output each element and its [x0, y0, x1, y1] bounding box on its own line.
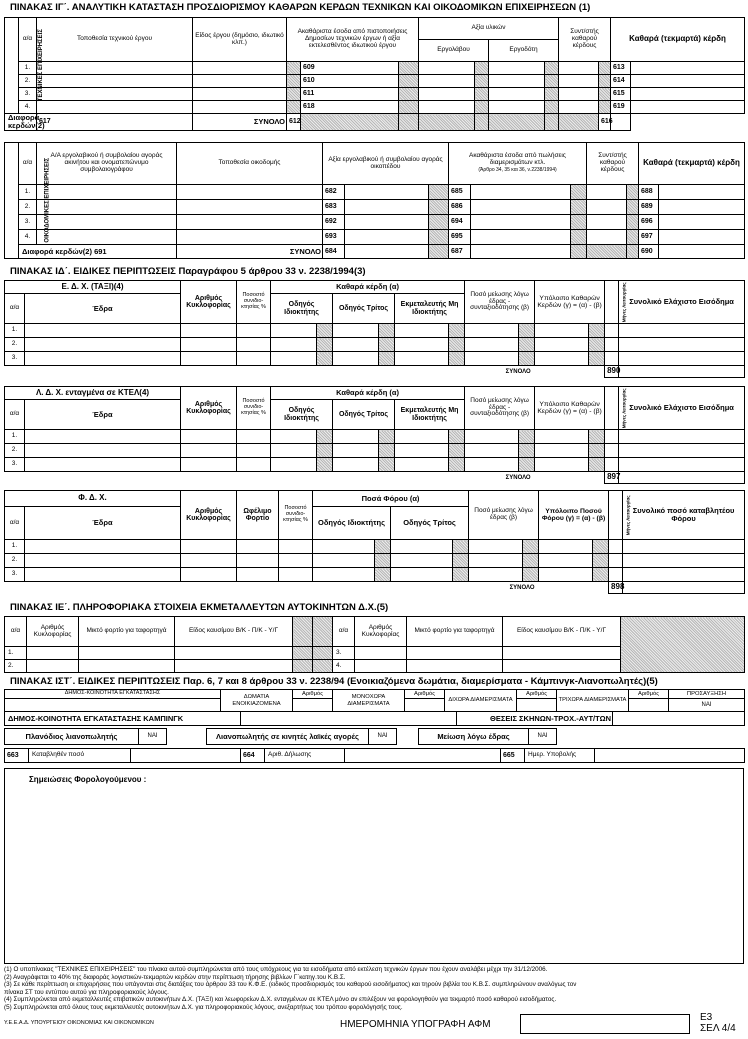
gross-field[interactable]: [471, 200, 571, 215]
triple-count-field[interactable]: [629, 699, 669, 712]
building-table: ΟΙΚΟΔΟΜΙΚΕΣ ΕΠΙΧΕΙΡΗΣΕΙΣ α/α Α/Α εργολαβικού ή συμβολαίου αγοράς ακινήτου και ονοματεπώνυμο συμβολαιογράφου Τοποθεσία οικοδομής Αξία εργολαβικού ή συμβολαίου αγοράς οικοπέδου Ακαθάριστα έσοδα από πωλήσεις διαμερισμάτων κτλ. (Άρθρο 34, 35 και 36, ν.2238/1994) Συντ/στής καθαρού κέρδους Καθαρά (τεκμαρτά) κέρδη 1. 682 685 688 2. 683 686 689 3. 692 694 696 4. 693 695 697 Διαφορά κερδών(2) 691 ΣΥΝΟΛΟ 684 687 690: [4, 142, 745, 259]
table-row: 1. 3.: [5, 647, 745, 660]
coef-field[interactable]: [587, 230, 627, 245]
location-field[interactable]: [37, 62, 193, 75]
gross-field[interactable]: [471, 215, 571, 230]
surcharge-yes-checkbox[interactable]: ΝΑΙ: [669, 699, 745, 712]
camping-municipality-field[interactable]: [241, 712, 457, 726]
col-location: Τοποθεσία τεχνικού έργου: [37, 18, 193, 62]
remarks-label: Σημειώσεις Φορολογούμενου :: [29, 775, 147, 784]
value-field[interactable]: [345, 200, 429, 215]
technical-total-label: ΣΥΝΟΛΟ: [193, 114, 287, 131]
owner-field[interactable]: [489, 101, 545, 114]
building-location-field[interactable]: [177, 185, 323, 200]
form-code: Ε3 ΣΕΛ 4/4: [700, 1012, 736, 1034]
value-field[interactable]: [345, 230, 429, 245]
col-kind: Είδος έργου (δημόσιο, ιδιωτικό κλπ.): [193, 18, 287, 62]
technical-side-label: ΤΕΧΝΙΚΕΣ ΕΠΙΧΕΙΡΗΣΕΙΣ: [5, 18, 19, 114]
kind-field[interactable]: [193, 88, 287, 101]
table-row: 1. 682 685 688: [5, 185, 745, 200]
col-building-location: Τοποθεσία οικοδομής: [177, 143, 323, 185]
markets-yes-checkbox[interactable]: ΝΑΙ: [369, 729, 397, 745]
net-field[interactable]: [631, 88, 745, 101]
value-field[interactable]: [345, 185, 429, 200]
contractor-field[interactable]: [419, 62, 475, 75]
fdx-title: Φ. Δ. Χ.: [5, 491, 181, 507]
col-building-gross: Ακαθάριστα έσοδα από πωλήσεις διαμερισμάτων κτλ. (Άρθρο 34, 35 και 36, ν.2238/1994): [449, 143, 587, 185]
payment-table: 663 Καταβληθέν ποσό 664 Αριθ. Δήλωσης 665 Ημερ. Υποβολής: [4, 748, 745, 763]
single-count-field[interactable]: [405, 699, 445, 712]
taxpayer-remarks-box[interactable]: [4, 768, 744, 964]
col-coef: Συντ/στής καθαρού κέρδους: [559, 18, 611, 62]
coef-field[interactable]: [587, 215, 627, 230]
rentals-table: ΔΗΜΟΣ-ΚΟΙΝΟΤΗΤΑ ΕΓΚΑΤΑΣΤΑΣΗΣ ΔΩΜΑΤΙΑ ΕΝΟΙΚΙΑΖΟΜΕΝΑ Αριθμός ΜΟΝΟΧΩΡΑ ΔΙΑΜΕΡΙΣΜΑΤΑ Αριθμός ΔΙΧΩΡΑ ΔΙΑΜΕΡΙΣΜΑΤΑ Αριθμός ΤΡΙΧΩΡΑ ΔΙΑΜΕΡΙΣΜΑΤΑ Αριθμός ΠΡΟΣΑΥΞΗΣΗ ΝΑΙ: [4, 689, 745, 712]
net-field[interactable]: [659, 185, 745, 200]
table-row: 2.: [5, 554, 745, 568]
footnote: (2) Αναγράφεται το 40% της διαφοράς λογιστικών-τεκμαρτών κερδών στην περίπτωση τήρησης βιβλίων Γ΄κατηγ.του Κ.Β.Σ.: [4, 973, 346, 981]
owner-field[interactable]: [489, 75, 545, 88]
col-gross: Ακαθάριστα έσοδα από πιστοποιήσεις Δημοσίων τεχνικών έργων ή αξία εκτελεσθέντος ιδιωτικού έργου: [287, 18, 419, 62]
col-contractor: Εργολάβου: [419, 40, 489, 62]
table-row: 3.: [5, 352, 745, 366]
reduction-yes-checkbox[interactable]: ΝΑΙ: [529, 729, 557, 745]
col-contract: Α/Α εργολαβικού ή συμβολαίου αγοράς ακινήτου και ονοματεπώνυμο συμβολαιογράφου: [37, 143, 177, 185]
net-field[interactable]: [631, 101, 745, 114]
gross-field[interactable]: [471, 185, 571, 200]
seat-field[interactable]: [25, 540, 181, 554]
table14-title: ΠΙΝΑΚΑΣ ΙΔ΄. ΕΙΔΙΚΕΣ ΠΕΡΙΠΤΩΣΕΙΣ Παραγράφου 5 άρθρου 33 ν. 2238/1994(3): [10, 266, 366, 277]
contract-field[interactable]: [37, 215, 177, 230]
owner-field[interactable]: [489, 88, 545, 101]
ktel-table: Λ. Δ. Χ. ενταγμένα σε ΚΤΕΛ(4) Αριθμός Κυκλοφορίας Ποσοστό συνιδιο-κτησίας % Καθαρά κέρδη (α) Ποσό μείωσης λόγω έδρας - συνταξιοδότησης (β) Υπόλοιπο Καθαρών Κερδών (γ) = (α) - (β) Μήνες Λειτουργίας Συνολικό Ελάχιστο Εισόδημα α/α Έδρα Οδηγός Ιδιοκτήτης Οδηγός Τρίτος Εκμεταλευτής Μη Ιδιοκτήτης 1. 2. 3. ΣΥΝΟΛΟ 897: [4, 386, 745, 484]
building-total-row: Διαφορά κερδών(2) 691 ΣΥΝΟΛΟ 684 687 690: [5, 245, 745, 259]
double-count-field[interactable]: [517, 699, 557, 712]
declaration-number-field[interactable]: [345, 749, 501, 763]
net-field[interactable]: [659, 215, 745, 230]
taxi-total-field[interactable]: [619, 366, 745, 378]
signature-box[interactable]: [520, 1014, 690, 1034]
contractor-field[interactable]: [419, 75, 475, 88]
footnote: (3) Σε κάθε περίπτωση οι επιχειρήσεις που υπάγονται στις διατάξεις του άρθρου 33 του Κ.Φ.Ε. (ειδικός προσδιορισμός του καθαρού εισοδήματος) και τηρούν βιβλία του Κ.Β.Σ. συμπληρώνουν αναλόγως τον: [4, 981, 577, 989]
taxi-title: Ε. Δ. Χ. (ΤΑΞΙ)(4): [5, 281, 181, 294]
footnote: (4) Συμπληρώνεται από εκμεταλλευτές επιβατικών αυτοκινήτων Δ.Χ. (ΤΑΞΙ) και λεωφορείων Δ.Χ. ενταγμένων σε ΚΤΕΛ μόνο αν επιλέξουν να φορολογηθούν για τεκμαρτό ποσό καθαρού εισοδήματος.: [4, 996, 557, 1004]
fdx-table: Φ. Δ. Χ. Αριθμός Κυκλοφορίας Ωφέλιμο Φορτίο Ποσοστό συνιδιο-κτησίας % Ποσά Φόρου (α) Ποσό μείωσης λόγω έδρας (β) Υπόλοιπο Ποσού Φόρου (γ) = (α) - (β) Μήνες Λειτουργίας Συνολικό ποσό καταβλητέου Φόρου α/α Έδρα Οδηγός Ιδιοκτήτης Οδηγός Τρίτος 1. 2. 3. ΣΥΝΟΛΟ 898: [4, 490, 745, 594]
location-field[interactable]: [37, 101, 193, 114]
table-row: 1.: [5, 324, 745, 338]
table-row: 4. 618 619: [5, 101, 745, 114]
building-location-field[interactable]: [177, 200, 323, 215]
col-owner: Εργοδότη: [489, 40, 559, 62]
table16-title: ΠΙΝΑΚΑΣ ΙΣΤ΄. ΕΙΔΙΚΕΣ ΠΕΡΙΠΤΩΣΕΙΣ Παρ. 6, 7 και 8 άρθρου 33 ν. 2238/94 (Ενοικιαζόμενα δωμάτια, διαμερίσματα - Κάμπινγκ-Λιανοπωλητές)(5): [10, 676, 658, 687]
form-page: [4, 2, 744, 1037]
signature-label: ΗΜΕΡΟΜΗΝΙΑ ΥΠΟΓΡΑΦΗ ΑΦΜ: [340, 1019, 491, 1030]
coef-field[interactable]: [559, 88, 599, 101]
table-row: 2. 4.: [5, 660, 745, 673]
location-field[interactable]: [37, 75, 193, 88]
table-row: 2.: [5, 338, 745, 352]
location-field[interactable]: [37, 88, 193, 101]
ministry-label: Υ.Ε.Ε.Α.Δ. ΥΠΟΥΡΓΕΙΟΥ ΟΙΚΟΝΟΜΙΑΣ ΚΑΙ ΟΙΚΟΝΟΜΙΚΩΝ: [4, 1020, 154, 1026]
table-row: 1.: [5, 430, 745, 444]
paid-amount-field[interactable]: [131, 749, 241, 763]
value-field[interactable]: [345, 215, 429, 230]
table-row: 3.: [5, 568, 745, 582]
kind-field[interactable]: [193, 62, 287, 75]
net-field[interactable]: [631, 75, 745, 88]
building-net-total-field[interactable]: [659, 245, 745, 259]
vehicles-table: α/α Αριθμός Κυκλοφορίας Μικτό φορτίο για ταφορτηγά Είδος καυσίμου Β/Κ - Π/Κ - Υ/Γ α/α Αριθμός Κυκλοφορίας Μικτό φορτίο για ταφορτηγά Είδος καυσίμου Β/Κ - Π/Κ - Υ/Γ 1. 3. 2. 4.: [4, 616, 745, 673]
gross-field[interactable]: [471, 230, 571, 245]
coef-field[interactable]: [587, 200, 627, 215]
table-row: 2. 683 686 689: [5, 200, 745, 215]
contract-field[interactable]: [37, 185, 177, 200]
gross-total-field[interactable]: [471, 245, 571, 259]
fdx-total-field[interactable]: [623, 582, 745, 594]
tent-places-field[interactable]: [613, 712, 745, 726]
building-location-field[interactable]: [177, 230, 323, 245]
footnote: (1) Ο υποπίνακας "ΤΕΧΝΙΚΕΣ ΕΠΙΧΕΙΡΗΣΕΙΣ" του πίνακα αυτού συμπληρώνεται από τους υπόχρεους για τα εισοδήματα από εκτέλεση τεχνικών έργων που έχουν αναλάβει μέχρι την 31/12/2006.: [4, 966, 548, 973]
table-row: 4. 693 695 697: [5, 230, 745, 245]
table-row: 3.: [5, 458, 745, 472]
seat-field[interactable]: [25, 338, 181, 352]
camping-table: ΔΗΜΟΣ-ΚΟΙΝΟΤΗΤΑ ΕΓΚΑΤΑΣΤΑΣΗΣ ΚΑΜΠΙΝΓΚ ΘΕΣΕΙΣ ΣΚΗΝΩΝ-ΤΡΟΧ.-ΑΥΤ/ΤΩΝ: [4, 711, 745, 726]
owner-field[interactable]: [489, 62, 545, 75]
technical-table: [4, 17, 745, 131]
contractor-field[interactable]: [419, 88, 475, 101]
seat-field[interactable]: [25, 554, 181, 568]
net-field[interactable]: [631, 62, 745, 75]
rooms-count-field[interactable]: [293, 699, 333, 712]
seat-field[interactable]: [25, 444, 181, 458]
kind-field[interactable]: [193, 101, 287, 114]
table-row: 1.: [5, 540, 745, 554]
col-materials: Αξία υλικών: [419, 18, 559, 40]
net-field[interactable]: [659, 200, 745, 215]
table-row: 2. 610 614: [5, 75, 745, 88]
kind-field[interactable]: [193, 75, 287, 88]
col-aa: α/α: [19, 18, 37, 62]
seat-field[interactable]: [25, 324, 181, 338]
profit-diff-label: Διαφορά κερδών(2): [5, 114, 37, 131]
table-row: 2.: [5, 444, 745, 458]
technical-total-row: Διαφορά κερδών(2) 617 ΣΥΝΟΛΟ 612 616: [5, 114, 745, 131]
building-side-label: ΟΙΚΟΔΟΜΙΚΕΣ ΕΠΙΧΕΙΡΗΣΕΙΣ: [5, 143, 19, 259]
building-location-field[interactable]: [177, 215, 323, 230]
ktel-total-field[interactable]: [619, 472, 745, 484]
municipality-field[interactable]: [5, 699, 221, 712]
contract-field[interactable]: [37, 200, 177, 215]
table-row: 1. 609 613: [5, 62, 745, 75]
coef-field[interactable]: [559, 75, 599, 88]
footnote: πίνακα ΣΤ του εντύπου αυτού για πληροφοριακούς λόγους.: [4, 988, 169, 996]
coef-field[interactable]: [559, 62, 599, 75]
table13-title: ΠΙΝΑΚΑΣ ΙΓ΄. ΑΝΑΛΥΤΙΚΗ ΚΑΤΑΣΤΑΣΗ ΠΡΟΣΔΙΟΡΙΣΜΟΥ ΚΑΘΑΡΩΝ ΚΕΡΔΩΝ ΤΕΧΝΙΚΩΝ ΚΑΙ ΟΙΚΟΔΟΜΙΚΩΝ ΕΠΙΧΕΙΡΗΣΕΩΝ (1): [10, 2, 591, 13]
footnote: (5) Συμπληρώνεται από όλους τους εκμεταλλευτές αυτοκινήτων Δ.Χ. για πληροφοριακούς λόγους, ανεξαρτήτως του τρόπου φορολόγησής τους.: [4, 1003, 403, 1011]
building-diff-cell: Διαφορά κερδών(2) 691: [19, 245, 177, 259]
fdx-total-row: ΣΥΝΟΛΟ 898: [5, 582, 745, 594]
coef-field[interactable]: [587, 185, 627, 200]
col-value: Αξία εργολαβικού ή συμβολαίου αγοράς οικοπέδου: [323, 143, 449, 185]
col-net: Καθαρά (τεκμαρτά) κέρδη: [611, 18, 745, 62]
contractor-field[interactable]: [419, 101, 475, 114]
table15-title: ΠΙΝΑΚΑΣ ΙΕ΄. ΠΛΗΡΟΦΟΡΙΑΚΑ ΣΤΟΙΧΕΙΑ ΕΚΜΕΤΑΛΛΕΥΤΩΝ ΑΥΤΟΚΙΝΗΤΩΝ Δ.Χ.(5): [10, 602, 389, 613]
seat-field[interactable]: [25, 568, 181, 582]
ktel-title: Λ. Δ. Χ. ενταγμένα σε ΚΤΕΛ(4): [5, 387, 181, 400]
ktel-total-row: ΣΥΝΟΛΟ 897: [5, 472, 745, 484]
table-row: 3. 692 694 696: [5, 215, 745, 230]
value-total-field[interactable]: [345, 245, 429, 259]
footnotes: [4, 966, 740, 1012]
seat-field[interactable]: [25, 458, 181, 472]
seat-field[interactable]: [25, 430, 181, 444]
taxi-table: Ε. Δ. Χ. (ΤΑΞΙ)(4) Αριθμός Κυκλοφορίας Ποσοστό συνιδιο-κτησίας % Καθαρά κέρδη (α) Ποσό μείωσης λόγω έδρας - συνταξιοδότησης (β) Υπόλοιπο Καθαρών Κερδών (γ) = (α) - (β) Μήνες Λειτουργίας Συνολικό Ελάχιστο Εισόδημα α/α Έδρα Οδηγός Ιδιοκτήτης Οδηγός Τρίτος Εκμεταλευτής Μη Ιδιοκτήτης 1. 2. 3. ΣΥΝΟΛΟ 890: [4, 280, 745, 378]
taxi-total-row: ΣΥΝΟΛΟ 890: [5, 366, 745, 378]
seat-field[interactable]: [25, 352, 181, 366]
net-field[interactable]: [659, 230, 745, 245]
itinerant-yes-checkbox[interactable]: ΝΑΙ: [139, 729, 167, 745]
submission-date-field[interactable]: [595, 749, 745, 763]
technical-net-total-field[interactable]: [611, 114, 631, 131]
vendor-table: Πλανόδιος λιανοπωλητής ΝΑΙ Λιανοπωλητής σε κινητές λαϊκές αγορές ΝΑΙ Μείωση λόγω έδρας ΝΑΙ: [4, 728, 745, 745]
table-row: 3. 611 615: [5, 88, 745, 101]
coef-field[interactable]: [559, 101, 599, 114]
contract-field[interactable]: [37, 230, 177, 245]
